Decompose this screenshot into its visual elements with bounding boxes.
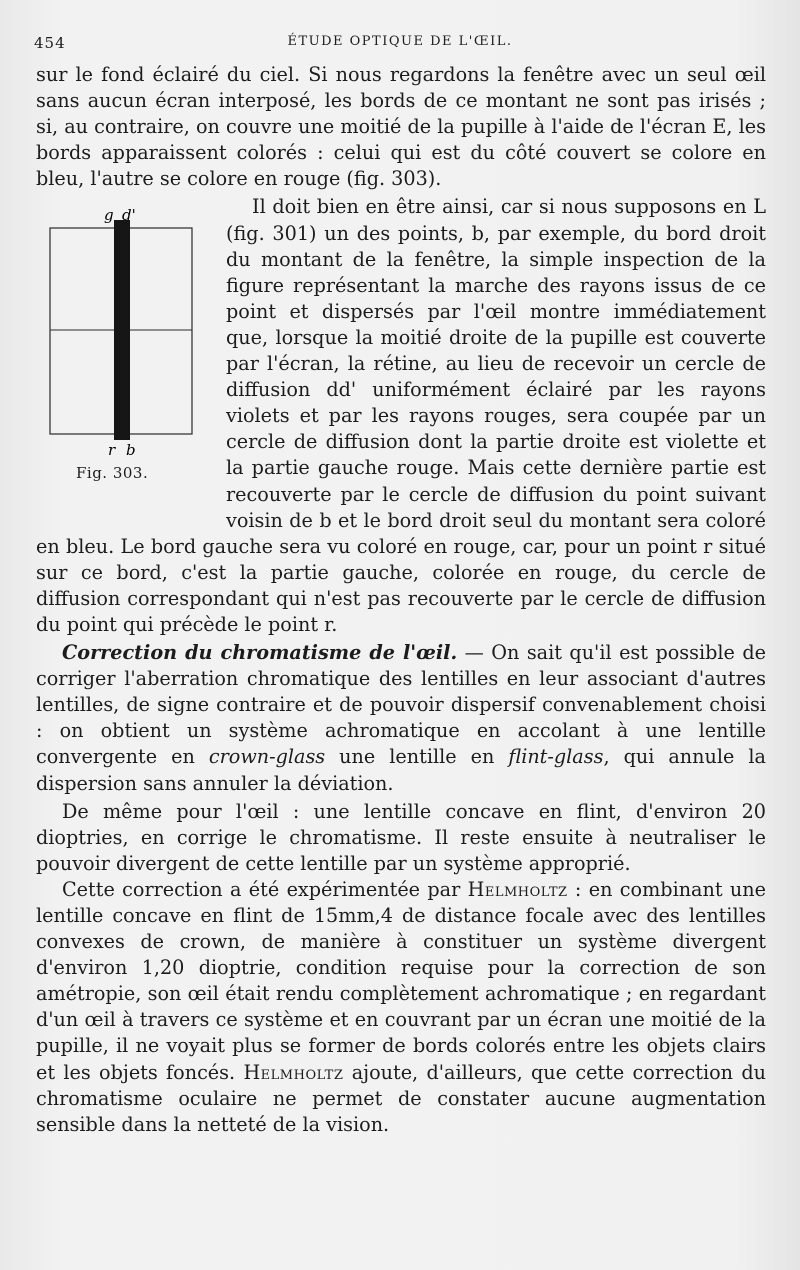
page-number: 454 — [34, 34, 66, 52]
paragraph-5 — [36, 877, 766, 1138]
helmholtz-name-1: Helmholtz — [467, 877, 568, 901]
p3-text-a: On sait qu'il est possible de corriger l'aberration chromatique des lentilles en leur associant d'autres lentilles, de signe contraire et de pouvoir dispersif convenablement choisi : on obtient un système achromatique en accolant à une lentille convergente en — [36, 641, 766, 769]
paragraph-1: sur le fond éclairé du ciel. Si nous regardons la fenêtre avec un seul œil sans aucun écran interposé, les bords de ce montant ne sont pas irisés ; si, au contraire, on couvre une moitié de la pupille à l'aide de l'écran E, les bords apparaissent colorés : celui qui est du côté couvert se colore en bleu, l'autre se colore en rouge (fig. 303). — [36, 63, 766, 191]
running-title: ÉTUDE OPTIQUE DE L'ŒIL. — [287, 34, 513, 49]
label-d-prime: d' — [122, 206, 136, 225]
window-diagram — [36, 198, 214, 458]
label-b: b — [126, 441, 136, 459]
label-g: g — [104, 206, 114, 225]
label-r: r — [108, 441, 116, 459]
crown-glass-term: crown-glass — [208, 745, 326, 769]
paragraph-3 — [36, 640, 766, 797]
p3-text-b: une lentille en — [325, 745, 509, 769]
p3-dash: — — [457, 641, 492, 665]
figure-303 — [36, 198, 214, 520]
figure-caption: Fig. 303. — [76, 464, 149, 483]
p5-text-c: ajoute, d'ailleurs, que cette correction du chromatisme oculaire ne permet de constater aucune augmentation sensible dans la netteté de la vision. — [36, 1060, 766, 1136]
paragraph-2: Il doit bien en être ainsi, car si nous supposons en L (fig. 301) un des points, b, par exemple, du bord droit du montant de la fenêtre, la simple inspection de la figure représentant la marche des rayons issus de ce point et dispersés par l'œil montre immédiatement que, lorsque la moitié droite de la pupille est couverte par l'écran, la rétine, au lieu de recevoir un cercle de diffusion dd' uniformément éclairé par les rayons violets et par les rayons rouges, sera coupée par un cercle de diffusion dont la partie droite est violette et la partie gauche rouge. Mais cette dernière partie est recouverte par le cercle de diffusion du point suivant voisin de b et le bord droit seul du montant sera coloré en bleu. Le bord gauche sera vu coloré en rouge, car, pour un point r situé sur ce bord, c'est la partie gauche, colorée en rouge, du cercle de diffusion correspondant qui n'est pas recouverte par le cercle de diffusion du point qui précède le point r. — [36, 195, 766, 636]
section-title: Correction du chromatisme de l'œil. — [62, 641, 458, 665]
page-header — [34, 34, 766, 56]
p3-text-c: , qui annule la dispersion sans annuler la déviation. — [36, 745, 766, 795]
p5-text-b: : en combinant une lentille concave en flint de 15mm,4 de distance focale avec des lentilles convexes de crown, de manière à constituer un système divergent d'environ 1,20 dioptrie, condition requise pour la correction de son amétropie, son œil était rendu complètement achromatique ; en regardant d'un œil à travers ce système et en couvrant par un écran une moitié de la pupille, il ne voyait plus se former de bords colorés entre les objets clairs et les objets foncés. — [36, 877, 766, 1084]
window-mullion — [114, 220, 130, 440]
paragraph-4: De même pour l'œil : une lentille concave en flint, d'environ 20 dioptries, en corrige le chromatisme. Il reste ensuite à neutraliser le pouvoir divergent de cette lentille par un système approprié. — [36, 799, 766, 875]
p5-text-a: Cette correction a été expérimentée par — [62, 877, 468, 901]
helmholtz-name-2: Helmholtz — [243, 1060, 344, 1084]
flint-glass-term: flint-glass — [508, 745, 604, 769]
page-body — [36, 62, 766, 1138]
